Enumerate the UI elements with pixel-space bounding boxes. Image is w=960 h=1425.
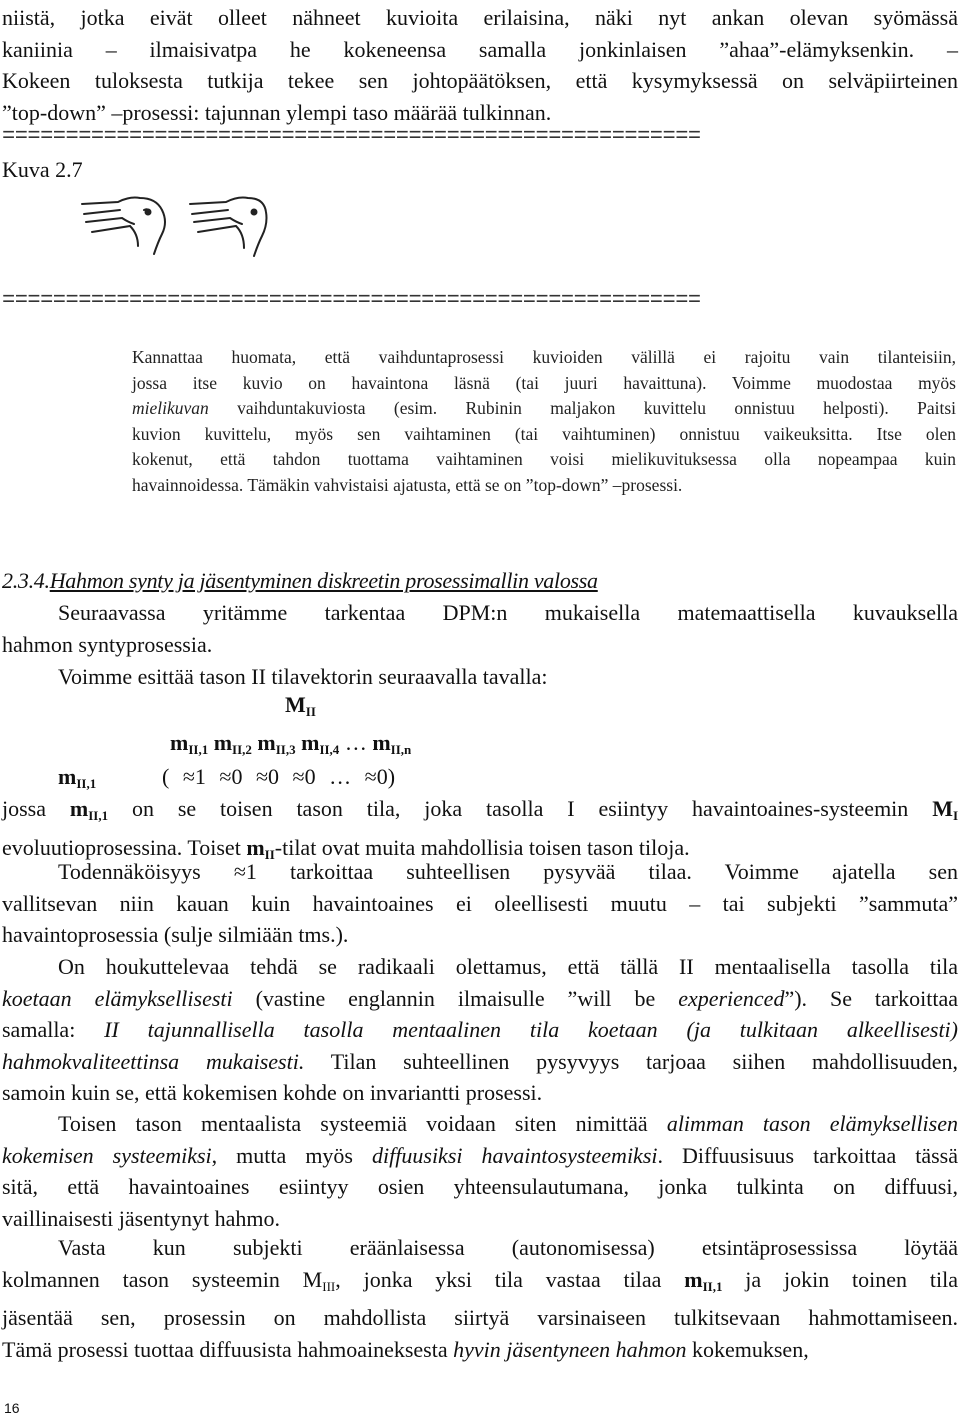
text-line: hahmon syntyprosessia. <box>2 631 213 657</box>
text-line: ”top-down” –prosessi: tajunnan ylempi taso määrää tulkinnan. <box>2 99 552 125</box>
duck-rabbit-figure <box>78 192 268 262</box>
text-line <box>2 1140 958 1172</box>
emphasis: hahmokvaliteettinsa mukaisesti. <box>2 1048 305 1074</box>
text-line: Seuraavassa yritämme tarkentaa DPM:n mukaisella matemaattisella kuvauksella <box>58 600 958 625</box>
subscript: II <box>305 704 316 719</box>
text-line: kaniinia – ilmaisivatpa he kokeneensa samalla jonkinlaisen ”ahaa”-elämyksenkin. – <box>2 36 958 62</box>
text-line: Voimme esittää tason II tilavektorin seuraavalla tavalla: <box>58 664 548 689</box>
column-symbol: m <box>170 730 189 755</box>
text-span: jossa <box>2 796 70 821</box>
text-line: niistä, jotka eivät olleet nähneet kuvioita erilaisina, näki nyt ankan olevan syömässä <box>2 5 958 30</box>
math-symbol: m <box>69 796 89 821</box>
math-symbol: M <box>932 796 953 821</box>
matrix-title <box>285 692 316 720</box>
text-span: Tilan suhteellinen pysyvyys tarjoaa siihen mahdollisuuden, <box>304 1048 959 1074</box>
subscript: III <box>322 1278 336 1294</box>
matrix-symbol: M <box>285 692 306 717</box>
figure-caption: Kuva 2.7 <box>2 157 83 182</box>
text-line: havainnoidessa. Tämäkin vahvistaisi ajatusta, että se on ”top-down” –prosessi. <box>132 474 683 495</box>
emphasis: diffuusiksi havaintosysteemiksi <box>372 1142 658 1168</box>
emphasis: II tajunnallisella tasolla mentaalinen tila koetaan (ja tulkitaan alkeellisesti) <box>104 1017 958 1042</box>
text-line: kuvion kuvittelu, myös sen vaihtaminen (tai vaihtuminen) onnistuu vaikeuksitta. Itse olen <box>132 423 956 444</box>
text-line <box>2 1334 958 1366</box>
text-line <box>2 1264 958 1303</box>
text-span: samalla: <box>2 1017 105 1042</box>
matrix-columns <box>170 730 411 758</box>
text-line: jäsentää sen, prosessin on mahdollista siirtyä varsinaiseen tulkitsevaan hahmottamiseen. <box>2 1305 958 1330</box>
text-span: ja jokin toinen tila <box>722 1266 958 1292</box>
text-span: ”). Se tarkoittaa <box>784 985 958 1011</box>
paragraph <box>2 1232 958 1365</box>
text-line: vallitsevan niin kauan kuin havaintoaines ei oleellisesti muutu – tai subjekti ”sammuta” <box>2 890 958 916</box>
text-line: havaintoprosessia (sulje silmiään tms.). <box>2 922 349 947</box>
text-line: samoin kuin se, että kokemisen kohde on invariantti prosessi. <box>2 1080 543 1105</box>
text-line <box>132 396 956 422</box>
text-span: vaihduntakuviosta (esim. Rubinin maljakon kuvittelu onnistuu helposti). Paitsi <box>208 398 956 418</box>
text-line: Todennäköisyys ≈1 tarkoittaa suhteellisen pysyvää tilaa. Voimme ajatella sen <box>58 859 958 884</box>
emphasis: experienced <box>678 985 785 1011</box>
column-symbol: m <box>257 730 276 755</box>
emphasis: mielikuvan <box>132 398 209 418</box>
text-span: Tämä prosessi tuottaa diffuusista hahmoaineksesta <box>2 1336 454 1362</box>
emphasis: koetaan elämyksellisesti <box>2 985 233 1011</box>
text-span: -tilat ovat muita mahdollisia toisen tason tiloja. <box>274 834 690 860</box>
text-line <box>2 1014 958 1046</box>
text-span: kokemuksen, <box>686 1336 809 1362</box>
subscript: II,n <box>390 742 412 757</box>
text-line: vaillinaisesti jäsentynyt hahmo. <box>2 1205 281 1231</box>
separator-line: ======================================================= <box>2 124 701 149</box>
intro-paragraph <box>2 2 958 128</box>
paragraph <box>2 1108 958 1234</box>
subscript: II <box>264 846 275 862</box>
subscript: I <box>952 808 959 823</box>
text-span: , mutta myös <box>211 1142 373 1168</box>
ellipsis: … <box>344 730 367 755</box>
separator-line: ======================================================= <box>2 288 701 313</box>
text-line: Kannattaa huomata, että vaihduntaprosessi kuvioiden välillä ei rajoitu vain tilanteisiin, <box>132 347 956 367</box>
math-symbol: m <box>246 834 265 860</box>
emphasis: alimman tason elämyksellisen <box>666 1111 958 1136</box>
section-heading <box>2 568 598 594</box>
text-line <box>2 1108 958 1140</box>
page-number: 16 <box>4 1400 20 1416</box>
text-line <box>2 1046 958 1078</box>
indented-note <box>132 345 956 498</box>
paragraph <box>2 597 958 660</box>
subscript: II,2 <box>232 742 252 757</box>
duck-rabbit-icon <box>78 192 268 262</box>
subscript: II,4 <box>319 742 340 757</box>
matrix-row-label <box>58 764 96 792</box>
emphasis: hyvin jäsentyneen hahmon <box>453 1336 687 1362</box>
text-line <box>2 793 958 832</box>
matrix-row-values: ( ≈1 ≈0 ≈0 ≈0 … ≈0) <box>162 764 396 789</box>
math-symbol: m <box>684 1266 703 1292</box>
column-symbol: m <box>372 730 391 755</box>
row-symbol: m <box>58 764 77 789</box>
emphasis: kokemisen systeemiksi <box>2 1142 212 1168</box>
section-number: 2.3.4. <box>2 568 50 593</box>
subscript: II,1 <box>188 742 209 757</box>
text-line: sitä, että havaintoaines esiintyy osien yhteensulautumana, jonka tulkinta on diffuusi, <box>2 1174 958 1199</box>
section-title: Hahmon synty ja jäsentyminen diskreetin prosessimallin valossa <box>49 568 598 593</box>
text-line: kokenut, että tahdon tuottama vaihtaminen voisi mielikuvituksessa olla nopeampaa kuin <box>132 449 956 469</box>
subscript: II,3 <box>275 742 296 757</box>
column-symbol: m <box>301 730 320 755</box>
subscript: II,1 <box>702 1278 723 1294</box>
text-span: (vastine englannin ilmaisulle ”will be <box>232 985 679 1011</box>
text-line: Vasta kun subjekti eräänlaisessa (autonomisessa) etsintäprosessissa löytää <box>58 1235 958 1260</box>
text-span: Toisen tason mentaalista systeemiä voidaan siten nimittää <box>58 1111 667 1136</box>
subscript: II,1 <box>88 808 109 823</box>
paragraph <box>2 856 958 951</box>
text-line: Kokeen tuloksesta tutkija tekee sen johtopäätöksen, että kysymyksessä on selväpiirteinen <box>2 68 958 93</box>
paragraph <box>2 951 958 1109</box>
text-span: . Diffuusisuus tarkoittaa tässä <box>657 1142 959 1168</box>
text-span: on se toisen tason tila, joka tasolla I esiintyy havaintoaines-systeemin <box>108 796 933 821</box>
text-span: , jonka yksi tila vastaa tilaa <box>335 1266 685 1292</box>
text-line: jossa itse kuvio on havaintona läsnä (tai juuri havaittuna). Voimme muodostaa myös <box>132 372 956 393</box>
text-span: kolmannen tason systeemin M <box>2 1266 323 1292</box>
column-symbol: m <box>213 730 233 755</box>
paragraph <box>2 661 958 693</box>
text-line <box>2 983 958 1015</box>
text-span: evoluutioprosessina. Toiset <box>2 834 247 860</box>
text-line: On houkuttelevaa tehdä se radikaali olettamus, että tällä II mentaalisella tasolla tila <box>58 954 958 979</box>
subscript: II,1 <box>76 776 97 791</box>
